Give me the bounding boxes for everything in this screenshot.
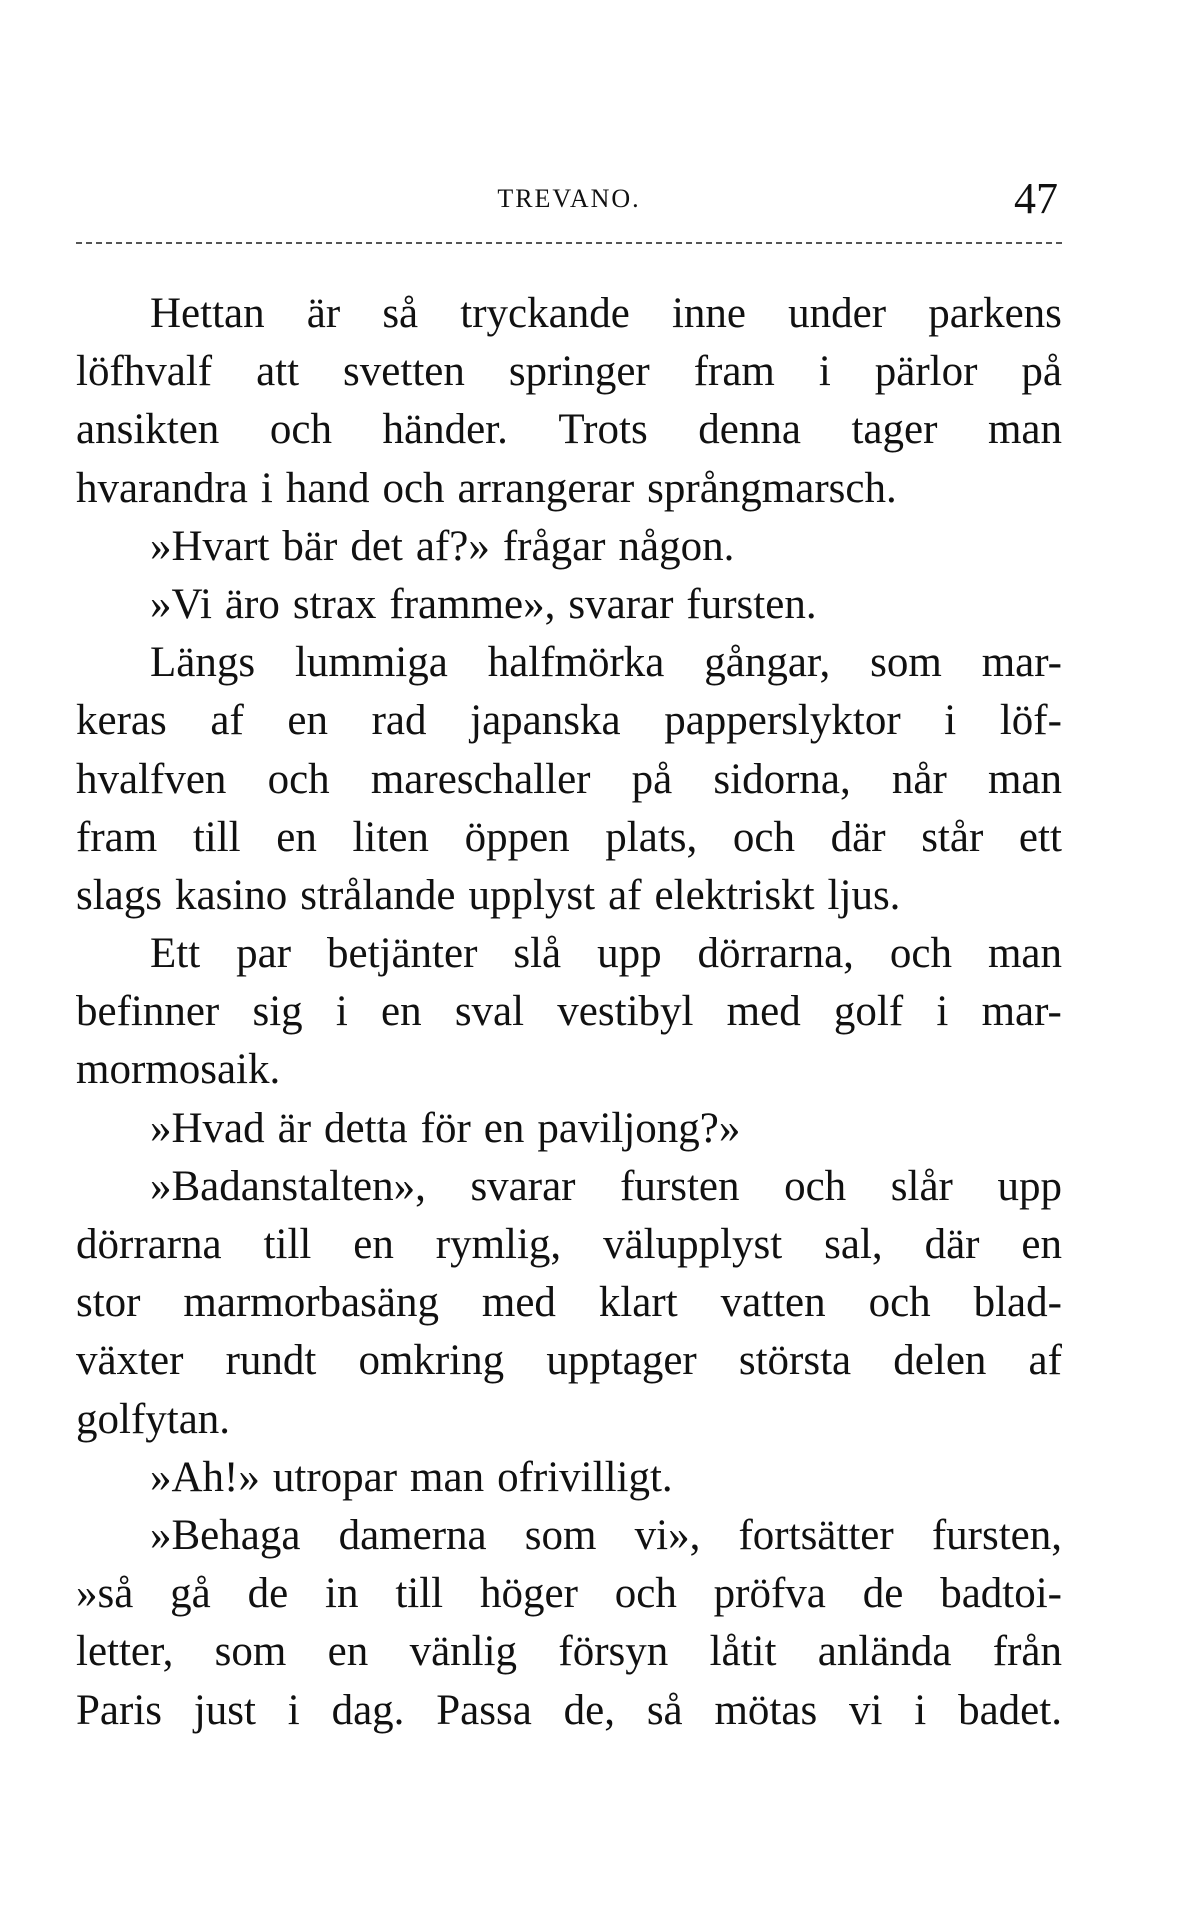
word: japanska <box>470 697 621 745</box>
word: in <box>325 1570 359 1618</box>
word: dag. <box>331 1686 405 1734</box>
word: upplyst <box>468 871 596 919</box>
word: i <box>287 1686 300 1734</box>
word: delen <box>893 1337 987 1385</box>
text-line <box>76 925 1062 983</box>
word: paviljong?» <box>537 1104 741 1152</box>
word: en <box>287 697 328 745</box>
word: halfmörka <box>487 639 665 687</box>
word: elektriskt <box>654 871 815 919</box>
word: slå <box>513 930 562 978</box>
word: i <box>936 988 949 1036</box>
word: sig <box>252 988 303 1036</box>
word: största <box>738 1337 852 1385</box>
word: »Behaga <box>150 1511 301 1559</box>
word: utropar <box>272 1453 398 1501</box>
word: som <box>214 1628 287 1676</box>
word: framme», <box>389 580 556 628</box>
word: »Vi <box>150 580 212 628</box>
word: rymlig, <box>435 1221 562 1268</box>
word: springer <box>508 348 650 396</box>
word: badet. <box>958 1686 1062 1734</box>
header-rule <box>76 242 1062 244</box>
word: där <box>830 813 886 861</box>
word: och <box>889 930 952 978</box>
word: att <box>256 348 300 396</box>
body-text <box>76 285 1062 1740</box>
word: händer. <box>382 406 508 454</box>
word: Ett <box>150 930 201 978</box>
word: sal, <box>824 1221 883 1268</box>
word: hvalfven <box>76 755 227 803</box>
word: dörrarna <box>76 1221 222 1268</box>
word: med <box>726 988 801 1036</box>
word: låtit <box>709 1628 777 1676</box>
word: hand <box>285 464 370 512</box>
word: vatten <box>720 1279 826 1327</box>
text-line <box>76 285 1062 343</box>
word: i <box>818 348 831 396</box>
word: tryckande <box>460 290 630 337</box>
word: språngmarsch. <box>647 464 897 512</box>
word: keras <box>76 697 167 745</box>
word: ofrivilligt. <box>497 1453 673 1501</box>
word: fortsätter <box>738 1511 894 1559</box>
word: som <box>870 639 942 687</box>
word: en <box>1021 1221 1062 1268</box>
word: står <box>921 813 984 861</box>
word: damerna <box>338 1511 487 1559</box>
word: svarar <box>568 580 674 628</box>
word: marmorbasäng <box>183 1279 439 1327</box>
word: och <box>382 464 445 512</box>
word: som <box>524 1511 597 1559</box>
word: man <box>410 1453 485 1501</box>
word: kasino <box>175 871 288 919</box>
word: mötas <box>714 1686 818 1734</box>
word: en <box>381 988 422 1036</box>
word: i <box>260 464 273 512</box>
word: mareschaller <box>370 755 591 803</box>
word: öppen <box>464 813 570 861</box>
word: liten <box>352 813 429 861</box>
word: rad <box>371 697 427 745</box>
word: lummiga <box>294 639 448 687</box>
page-number: 47 <box>1014 174 1058 223</box>
word: så <box>646 1686 683 1734</box>
word: befinner <box>76 988 220 1036</box>
word: »Hvart <box>150 522 270 570</box>
word: fursten, <box>931 1511 1062 1559</box>
word: där <box>924 1221 980 1268</box>
word: stor <box>76 1279 141 1327</box>
word: i <box>335 988 348 1036</box>
word: sidorna, <box>713 755 851 803</box>
word: fursten. <box>686 580 817 628</box>
word: så <box>382 290 419 337</box>
word: välupplyst <box>603 1221 783 1268</box>
word: slags <box>76 871 162 919</box>
word: upp <box>997 1162 1062 1210</box>
word: upp <box>597 930 662 978</box>
word: strålande <box>300 871 456 919</box>
word: på <box>1021 348 1062 396</box>
text-line <box>76 692 1062 750</box>
text-line <box>76 1041 1062 1099</box>
word: slår <box>890 1162 953 1210</box>
word: till <box>395 1570 444 1618</box>
word: de <box>247 1570 289 1618</box>
word: »Badanstalten», <box>150 1162 426 1210</box>
word: man <box>987 930 1062 978</box>
word: är <box>306 290 341 337</box>
text-line <box>76 809 1062 867</box>
word: vänlig <box>409 1628 518 1676</box>
word: och <box>868 1279 931 1327</box>
text-line <box>76 1216 1062 1274</box>
word: just <box>193 1686 256 1734</box>
word: plats, <box>605 813 698 861</box>
text-line <box>76 983 1062 1041</box>
text-line <box>76 1623 1062 1681</box>
word: badtoi- <box>940 1570 1062 1618</box>
word: frågar <box>502 522 606 570</box>
word: »så <box>76 1570 134 1618</box>
word: blad- <box>973 1279 1062 1327</box>
word: Trots <box>558 406 648 454</box>
word: vi <box>849 1686 883 1734</box>
text-line <box>76 460 1062 518</box>
word: ett <box>1018 813 1062 861</box>
word: letter, <box>76 1628 174 1676</box>
word: pärlor <box>874 348 978 396</box>
word: löf- <box>999 697 1062 745</box>
word: och <box>269 406 332 454</box>
word: svarar <box>470 1162 576 1210</box>
word: i <box>914 1686 927 1734</box>
word: en <box>353 1221 394 1268</box>
word: med <box>481 1279 556 1327</box>
word: ansikten <box>76 406 220 454</box>
word: fursten <box>620 1162 740 1210</box>
word: vi», <box>634 1511 701 1559</box>
word: upptager <box>546 1337 697 1385</box>
word: pröfva <box>713 1570 826 1618</box>
text-line <box>76 343 1062 401</box>
word: papperslyktor <box>664 697 901 745</box>
word: de <box>862 1570 904 1618</box>
word: löfhvalf <box>76 348 213 396</box>
word: af?» <box>415 522 490 570</box>
word: de, <box>563 1686 615 1734</box>
word: denna <box>698 406 801 454</box>
text-line <box>76 1682 1062 1740</box>
word: dörrarna, <box>697 930 854 978</box>
word: under <box>788 290 887 337</box>
word: sval <box>454 988 525 1036</box>
word: till <box>192 813 241 861</box>
running-title: TREVANO. <box>497 184 641 213</box>
word: par <box>236 930 292 978</box>
word: Paris <box>76 1686 162 1734</box>
word: svetten <box>343 348 465 396</box>
word: anlända <box>817 1628 952 1676</box>
word: af <box>608 871 642 919</box>
word: på <box>631 755 673 803</box>
word: och <box>267 755 330 803</box>
word: omkring <box>358 1337 505 1385</box>
word: försyn <box>558 1628 669 1676</box>
word: golf <box>833 988 904 1036</box>
word: af <box>1028 1337 1062 1385</box>
text-line <box>76 634 1062 692</box>
word: höger <box>479 1570 578 1618</box>
word: till <box>263 1221 312 1268</box>
word: Längs <box>150 639 256 687</box>
word: en <box>327 1628 369 1676</box>
word: mar- <box>981 988 1062 1036</box>
word: rundt <box>225 1337 317 1385</box>
word: Passa <box>436 1686 532 1734</box>
word: och <box>784 1162 847 1210</box>
word: Hettan <box>150 290 265 337</box>
word: »Ah!» <box>150 1453 260 1501</box>
word: golfytan. <box>76 1395 231 1443</box>
word: man <box>987 406 1062 454</box>
running-head <box>76 174 1062 230</box>
word: från <box>992 1628 1062 1676</box>
word: någon. <box>618 522 735 570</box>
word: af <box>210 697 244 745</box>
word: hvarandra <box>76 464 248 512</box>
word: inne <box>671 290 746 337</box>
word: och <box>732 813 795 861</box>
word: fram <box>693 348 775 396</box>
word: arrangerar <box>457 464 635 512</box>
word: är <box>277 1104 312 1152</box>
word: parkens <box>928 290 1062 337</box>
text-line <box>76 1332 1062 1390</box>
word: gå <box>170 1570 211 1618</box>
text-line <box>76 1449 1062 1507</box>
word: betjänter <box>326 930 478 978</box>
word: en <box>276 813 317 861</box>
text-line <box>76 867 1062 925</box>
word: vestibyl <box>557 988 694 1036</box>
word: i <box>944 697 957 745</box>
word: det <box>350 522 403 570</box>
word: för <box>420 1104 471 1152</box>
word: mar- <box>981 639 1062 687</box>
word: och <box>614 1570 677 1618</box>
word: strax <box>292 580 377 628</box>
text-line <box>76 1507 1062 1565</box>
word: »Hvad <box>150 1104 265 1152</box>
word: gångar, <box>704 639 831 687</box>
word: äro <box>224 580 280 628</box>
word: mormosaik. <box>76 1046 281 1094</box>
word: klart <box>598 1279 678 1327</box>
text-line <box>76 1565 1062 1623</box>
text-line <box>76 576 1062 634</box>
word: ljus. <box>827 871 901 919</box>
text-line <box>76 1274 1062 1332</box>
word: en <box>483 1104 525 1152</box>
text-line <box>76 1391 1062 1449</box>
word: man <box>987 755 1062 803</box>
text-line <box>76 401 1062 459</box>
word: tager <box>851 406 938 454</box>
word: fram <box>76 813 158 861</box>
word: bär <box>282 522 338 570</box>
word: detta <box>324 1104 408 1152</box>
text-line <box>76 751 1062 809</box>
word: når <box>891 755 947 803</box>
word: växter <box>76 1337 184 1385</box>
text-line <box>76 1158 1062 1216</box>
text-line <box>76 518 1062 576</box>
text-line <box>76 1100 1062 1158</box>
